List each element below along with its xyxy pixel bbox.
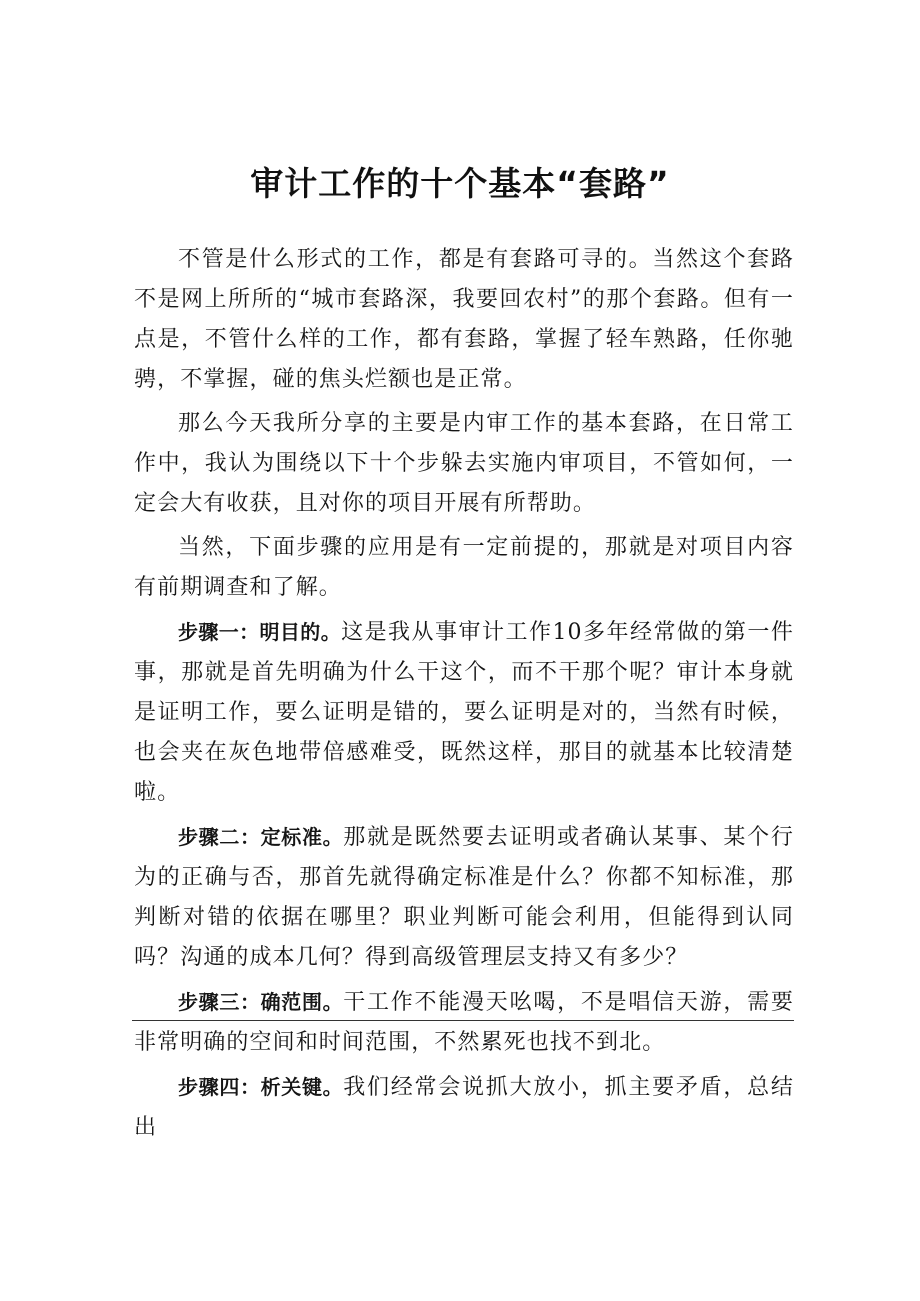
- step-label: 步骤三：确范围。: [178, 990, 344, 1014]
- step-label: 步骤二：定标准。: [178, 825, 344, 849]
- step-paragraph: [134, 612, 794, 813]
- horizontal-rule: [132, 1020, 794, 1021]
- step-paragraph: [134, 817, 794, 978]
- step-text: 我们经常会说抓大放小，抓主要矛盾，总结出: [134, 1075, 795, 1140]
- document-body: [134, 240, 794, 1152]
- paragraph: 当然，下面步骤的应用是有一定前提的，那就是对项目内容有前期调查和了解。: [134, 535, 794, 600]
- step-text: 那就是既然要去证明或者确认某事、某个行为的正确与否，那首先就得确定标准是什么？你都不知标准，那判断对错的依据在哪里？职业判断可能会利用，但能得到认同吗？沟通的成本几何？得到高级管理层支持又有多少？: [134, 825, 795, 970]
- paragraph: 不管是什么形式的工作，都是有套路可寻的。当然这个套路不是网上所所的“城市套路深，我要回农村”的那个套路。但有一点是，不管什么样的工作，都有套路，掌握了轻车熟路，任你驰骋，不掌握，碰的焦头烂额也是正常。: [134, 247, 794, 392]
- step-label: 步骤一：明目的。: [178, 620, 342, 644]
- step-text: 这是我从事审计工作10多年经常做的第一件事，那就是首先明确为什么干这个，而不干那个呢？审计本身就是证明工作，要么证明是错的，要么证明是对的，当然有时候，也会夹在灰色地带倍感难受，既然这样，那目的就基本比较清楚啦。: [134, 620, 794, 805]
- step-paragraph: [134, 982, 794, 1063]
- paragraph: 那么今天我所分享的主要是内审工作的基本套路，在日常工作中，我认为围绕以下十个步躲去实施内审项目，不管如何，一定会大有收获，且对你的项目开展有所帮助。: [134, 411, 794, 516]
- step-text: 干工作不能漫天吆喝，不是唱信天游，需要非常明确的空间和时间范围，不然累死也找不到北。: [134, 990, 795, 1055]
- step-label: 步骤四：析关键。: [178, 1075, 344, 1099]
- step-paragraph: [134, 1067, 794, 1148]
- document-title: 审计工作的十个基本“套路”: [250, 164, 670, 203]
